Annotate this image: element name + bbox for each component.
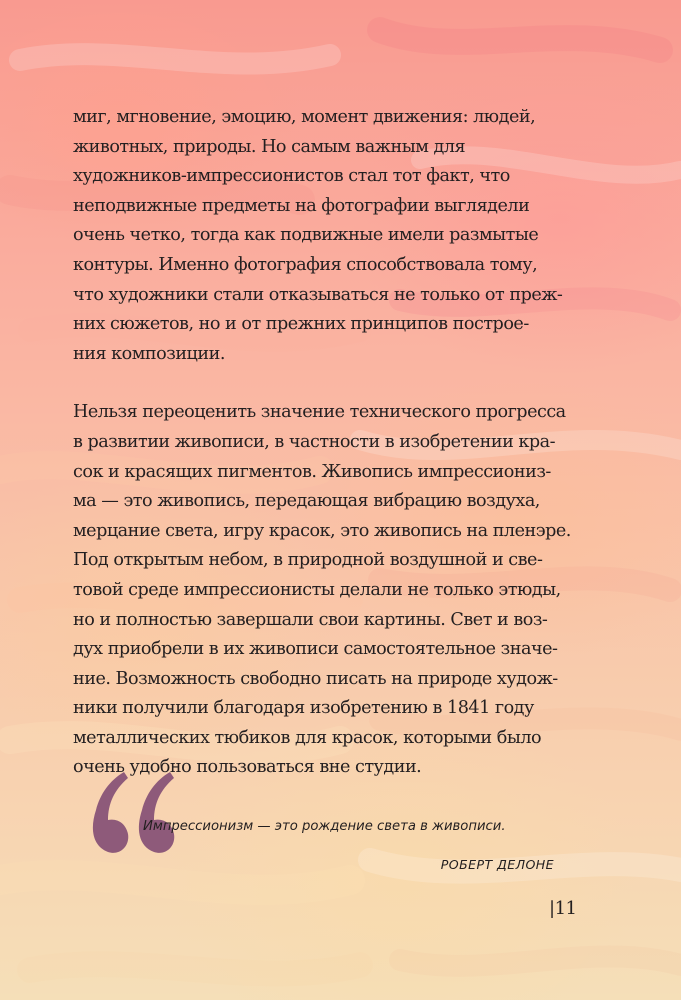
paragraph-2-line: в развитии живописи, в частности в изобретении кра- (73, 431, 556, 452)
paragraph-2-line: дух приобрели в их живописи самостоятельное значе- (73, 639, 558, 660)
paragraph-1-line: художников-импрессионистов стал тот факт, что (73, 166, 510, 187)
page-number (549, 898, 576, 919)
quotation-mark-icon (84, 768, 176, 856)
paragraph-1-line: неподвижные предметы на фотографии выглядели (73, 195, 530, 216)
paragraph-2-line: ние. Возможность свободно писать на природе худож- (73, 668, 558, 689)
body-text (73, 103, 571, 783)
paragraph-1-line: ния композиции. (73, 343, 225, 364)
paragraph-2-line: ники получили благодаря изобретению в 1841 году (73, 698, 534, 719)
paragraph-1-line: очень четко, тогда как подвижные имели размытые (73, 225, 539, 246)
paragraph-1-line: что художники стали отказываться не только от преж- (73, 284, 563, 305)
page-number-rule: | (549, 898, 555, 919)
paragraph-2-line: Нельзя переоценить значение технического прогресса (73, 402, 566, 423)
paragraph-2-line: металлических тюбиков для красок, которыми было (73, 727, 542, 748)
paragraph-2-line: мерцание света, игру красок, это живопись на пленэре. (73, 520, 571, 541)
page-number-value: 11 (554, 898, 577, 919)
paragraph-1-line: них сюжетов, но и от прежних принципов построе- (73, 314, 529, 335)
pull-quote-text: Импрессионизм — это рождение света в живописи. (143, 819, 506, 834)
pull-quote-author: РОБЕРТ ДЕЛОНЕ (440, 857, 554, 872)
paragraph-1-line: животных, природы. Но самым важным для (73, 136, 466, 157)
paragraph-2-line: но и полностью завершали свои картины. Свет и воз- (73, 609, 548, 630)
paragraph-2-line: товой среде импрессионисты делали не только этюды, (73, 579, 561, 600)
paragraph-1-line: контуры. Именно фотография способствовала тому, (73, 254, 538, 275)
paragraph-2-line: Под открытым небом, в природной воздушной и све- (73, 550, 543, 571)
paragraph-spacer (73, 369, 555, 398)
paragraph-2-line: ма — это живопись, передающая вибрацию воздуха, (73, 491, 540, 512)
paragraph-2-line: очень удобно пользоваться вне студии. (73, 757, 422, 778)
paragraph-2-line: сок и красящих пигментов. Живопись импрессиониз- (73, 461, 551, 482)
paragraph-1-line: миг, мгновение, эмоцию, момент движения: людей, (73, 107, 536, 127)
